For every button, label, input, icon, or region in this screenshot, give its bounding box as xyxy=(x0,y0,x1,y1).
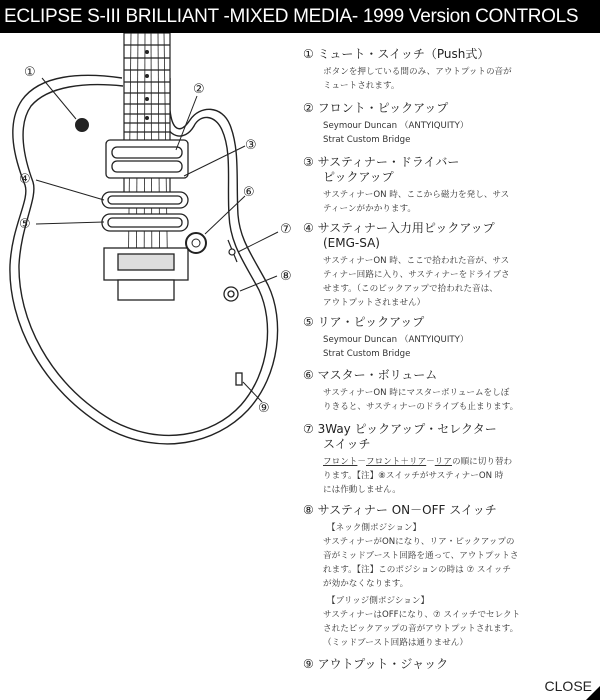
section-sustainer-switch xyxy=(303,503,598,650)
section-title: 3Way ピックアップ・セレクター xyxy=(317,422,497,436)
body-line: が効かなくなります。 xyxy=(323,579,409,589)
section-number: ② xyxy=(303,101,314,115)
callout-5: ⑤ xyxy=(19,217,31,232)
section-number: ⑥ xyxy=(303,368,314,382)
body-line: サスティナーがONになり、リア・ピックアップの xyxy=(323,537,515,547)
callout-7: ⑦ xyxy=(280,222,292,237)
selector-switch xyxy=(228,240,237,262)
section-body xyxy=(303,254,598,310)
section-heading xyxy=(303,368,598,383)
section-body xyxy=(303,386,598,414)
section-body xyxy=(303,521,598,650)
section-title: サスティナー ON－OFF スイッチ xyxy=(317,503,497,517)
body-line: ミュートされます。 xyxy=(323,81,400,91)
body-line: Strat Custom Bridge xyxy=(323,349,411,359)
section-number: ⑨ xyxy=(303,657,314,671)
callout-3: ③ xyxy=(245,138,257,153)
body-line: （ミッドブースト回路は通りません） xyxy=(323,638,468,648)
callout-4: ④ xyxy=(19,172,31,187)
callout-2: ② xyxy=(193,82,205,97)
body-line: れます。【注】このポジションの時は ⑦ スイッチ xyxy=(323,565,511,575)
sustainer-input-pickup xyxy=(102,192,188,208)
section-heading xyxy=(303,101,598,116)
close-button[interactable]: CLOSE xyxy=(544,678,592,694)
section-front-pickup xyxy=(303,101,598,147)
section-number: ⑤ xyxy=(303,315,314,329)
bridge-position-heading: 【ブリッジ側ポジション】 xyxy=(327,596,430,606)
body-line: せます。（このピックアップで拾われた音は、 xyxy=(323,284,498,294)
page-header xyxy=(0,0,600,33)
callout-1: ① xyxy=(24,65,36,80)
section-body xyxy=(303,188,598,216)
body-line: には作動しません。 xyxy=(323,485,401,495)
section-rear-pickup xyxy=(303,315,598,361)
body-line: サスティナーON 時、ここから磁力を発し、サス xyxy=(323,190,510,200)
output-jack xyxy=(236,373,242,385)
callout-6: ⑥ xyxy=(243,185,255,200)
section-title-line2: スイッチ xyxy=(323,437,371,451)
body-line: ります。【注】⑧スイッチがサスティナーON 時 xyxy=(323,471,504,481)
section-number: ⑦ xyxy=(303,422,314,436)
bridge xyxy=(104,248,188,300)
body-line: サスティナーON 時にマスターボリュームをしぼ xyxy=(323,388,510,398)
section-title: リア・ピックアップ xyxy=(317,315,425,329)
body-line: アウトプットされません） xyxy=(323,298,426,308)
callout-9: ⑨ xyxy=(258,401,270,416)
section-title: フロント・ピックアップ xyxy=(317,101,449,115)
body-line: りきると、サスティナーのドライブも止まります。 xyxy=(323,402,519,412)
section-number: ④ xyxy=(303,221,314,235)
section-number: ⑧ xyxy=(303,503,314,517)
body-line: サスティナーはOFFになり、⑦ スイッチでセレクト xyxy=(323,610,521,620)
section-heading xyxy=(303,47,598,62)
section-heading xyxy=(303,422,598,437)
master-volume-knob-center xyxy=(192,239,200,247)
section-mute-switch xyxy=(303,47,598,93)
body-line: サスティナーON 時、ここで拾われた音が、サス xyxy=(323,256,510,266)
section-output-jack xyxy=(303,657,598,672)
body-line: 音がミッドブースト回路を通って、アウトプットさ xyxy=(323,551,519,561)
body-line: フロント－フロント＋リア－リアの順に切り替わ xyxy=(323,457,513,467)
section-master-volume xyxy=(303,368,598,414)
section-body xyxy=(303,119,598,147)
body-line-rest: の順に切り替わ xyxy=(451,457,513,467)
body-line: Strat Custom Bridge xyxy=(323,135,411,145)
body-line: されたピックアップの音がアウトプットされます。 xyxy=(323,624,519,634)
mute-button xyxy=(76,119,88,131)
callout-8: ⑧ xyxy=(280,269,292,284)
section-number: ① xyxy=(303,47,314,61)
body-line: ボタンを押している間のみ、アウトプットの音が xyxy=(323,67,512,77)
section-title-line2: ピックアップ xyxy=(323,170,394,184)
position-front: フロント xyxy=(323,457,358,467)
section-heading xyxy=(303,503,598,518)
section-title: マスター・ボリューム xyxy=(317,368,438,382)
section-title: サスティナー入力用ピックアップ xyxy=(317,221,495,235)
body-line: ティナー回路に入り、サスティナーをドライブさ xyxy=(323,270,510,280)
section-heading xyxy=(303,221,598,236)
section-selector-switch xyxy=(303,422,598,497)
position-front-rear: フロント＋リア xyxy=(366,457,427,467)
position-rear: リア xyxy=(434,457,452,467)
neck-position-heading: 【ネック側ポジション】 xyxy=(327,523,422,533)
section-body xyxy=(303,65,598,93)
section-title: サスティナー・ドライバー xyxy=(317,155,460,169)
section-title: アウトプット・ジャック xyxy=(317,657,449,671)
section-title: ミュート・スイッチ（Push式） xyxy=(317,47,490,61)
section-body xyxy=(303,333,598,361)
section-heading xyxy=(303,155,598,170)
section-sustainer-input-pickup xyxy=(303,221,598,310)
body-line: ティーンがかかります。 xyxy=(323,204,416,214)
sustainer-switch xyxy=(224,287,238,301)
front-pickup xyxy=(106,140,188,178)
rear-pickup xyxy=(102,214,188,231)
section-heading xyxy=(303,315,598,330)
section-heading xyxy=(303,657,598,672)
section-title-line2: (EMG-SA) xyxy=(323,236,380,250)
section-sustainer-driver xyxy=(303,155,598,216)
section-number: ③ xyxy=(303,155,314,169)
body-line: Seymour Duncan （ANTYIQUITY） xyxy=(323,335,469,345)
page-title: ECLIPSE S-III BRILLIANT -MIXED MEDIA- 1999 Version CONTROLS xyxy=(4,6,579,27)
guitar-diagram xyxy=(0,33,300,700)
corner-triangle-icon xyxy=(586,686,600,700)
section-body xyxy=(303,455,598,497)
body-line: Seymour Duncan （ANTYIQUITY） xyxy=(323,121,469,131)
